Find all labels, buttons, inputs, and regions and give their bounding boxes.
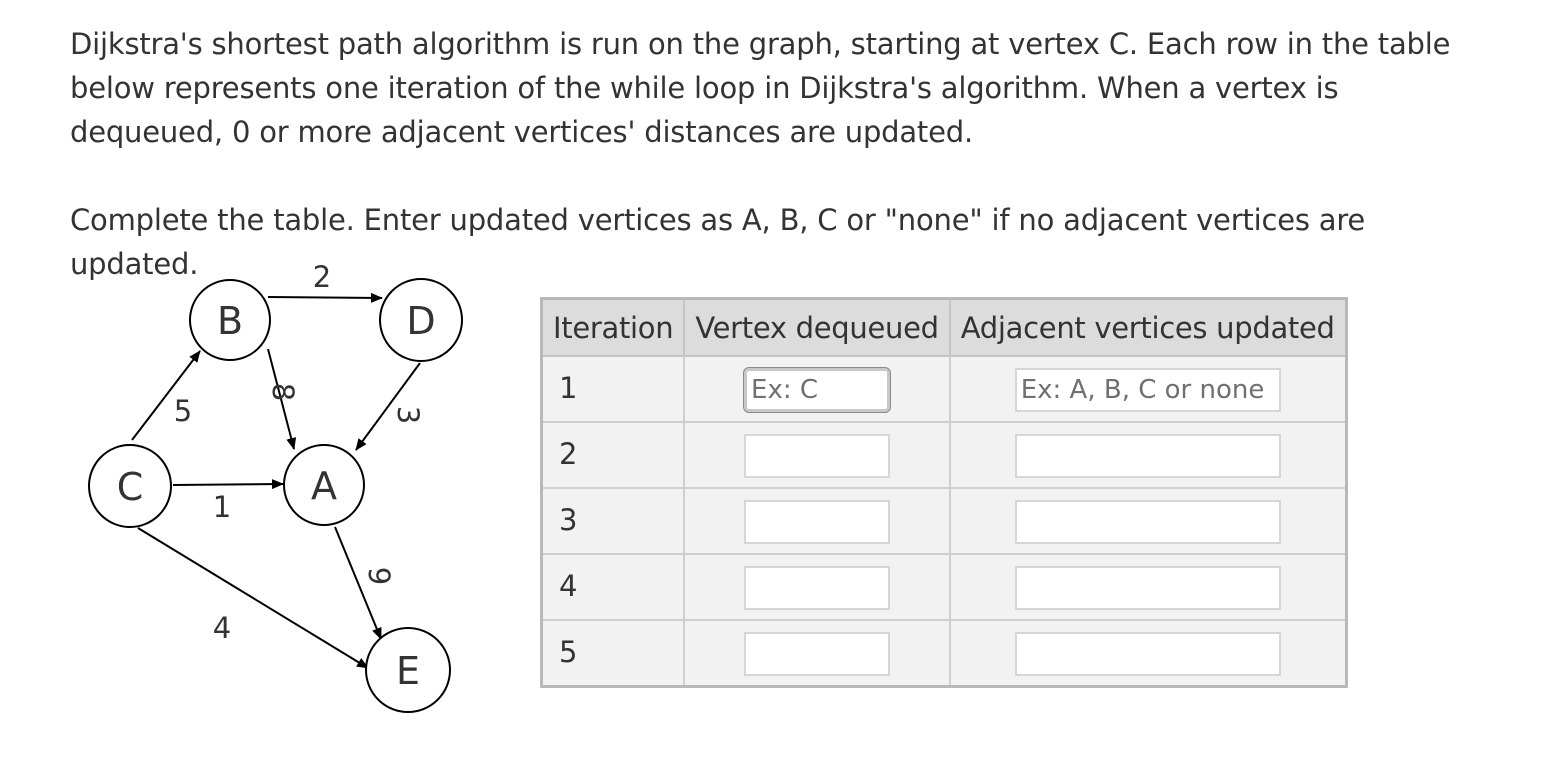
edge-weight-d-a: 3 [391,405,425,425]
adjacent-updated-cell [950,422,1346,488]
edge-c-e [138,528,368,668]
table-row [542,554,1347,620]
instructions-paragraph-2: Complete the table. Enter updated vertices as A, B, C or "none" if no adjacent vertices are updated. [70,203,1366,281]
vertex-label-c: C [116,465,144,509]
header-iteration: Iteration [542,299,685,357]
vertex-label-e: E [395,649,421,693]
adjacent-updated-cell [950,488,1346,554]
vertex-dequeued-input-1[interactable] [744,368,890,412]
adjacent-updated-input-5[interactable] [1015,632,1281,676]
edge-weight-b-a: 8 [266,382,300,402]
edge-b-d [268,297,382,298]
vertex-d [380,279,462,361]
vertex-e [366,628,450,712]
adjacent-updated-input-4[interactable] [1015,566,1281,610]
instructions [70,22,1500,286]
adjacent-updated-input-2[interactable] [1015,434,1281,478]
table-row [542,620,1347,687]
vertex-label-b: B [216,299,244,343]
table-row [542,422,1347,488]
adjacent-updated-input-3[interactable] [1015,500,1281,544]
vertex-b [190,280,270,360]
edge-c-a [173,484,283,485]
iteration-number: 2 [542,422,685,488]
table-row [542,356,1347,422]
iteration-number: 1 [542,356,685,422]
instructions-paragraph-1: Dijkstra's shortest path algorithm is run on the graph, starting at vertex C. Each row in the table below represents one iteration of the while loop in Dijkstra's algorithm. When a vertex is dequeued, 0 or more adjacent vertices' distances are updated. [70,27,1451,149]
iteration-number: 5 [542,620,685,687]
table-row [542,488,1347,554]
graph-diagram [80,255,480,725]
table-header-row [542,299,1347,357]
vertex-label-d: D [406,299,436,343]
vertex-a [284,445,364,525]
edge-weight-a-e: 9 [362,566,396,586]
dijkstra-table-container [540,297,1348,688]
header-adjacent-updated: Adjacent vertices updated [950,299,1346,357]
vertex-dequeued-cell [684,620,949,687]
adjacent-updated-cell [950,554,1346,620]
edge-weight-c-e: 4 [212,611,232,645]
header-vertex-dequeued: Vertex dequeued [684,299,949,357]
vertex-dequeued-cell [684,422,949,488]
adjacent-updated-cell [950,356,1346,422]
vertex-dequeued-cell [684,356,949,422]
vertex-dequeued-input-4[interactable] [744,566,890,610]
adjacent-updated-cell [950,620,1346,687]
vertex-dequeued-cell [684,488,949,554]
vertex-dequeued-input-5[interactable] [744,632,890,676]
graph-svg [80,255,480,725]
edge-weight-c-a: 1 [212,490,232,524]
edge-weight-b-d: 2 [312,260,332,294]
vertex-c [89,445,171,527]
vertex-dequeued-input-2[interactable] [744,434,890,478]
vertex-dequeued-input-3[interactable] [744,500,890,544]
edge-weight-c-b: 5 [173,394,193,428]
dijkstra-table [540,297,1348,688]
iteration-number: 3 [542,488,685,554]
vertex-dequeued-cell [684,554,949,620]
iteration-number: 4 [542,554,685,620]
adjacent-updated-input-1[interactable] [1015,368,1281,412]
vertex-label-a: A [311,464,337,508]
